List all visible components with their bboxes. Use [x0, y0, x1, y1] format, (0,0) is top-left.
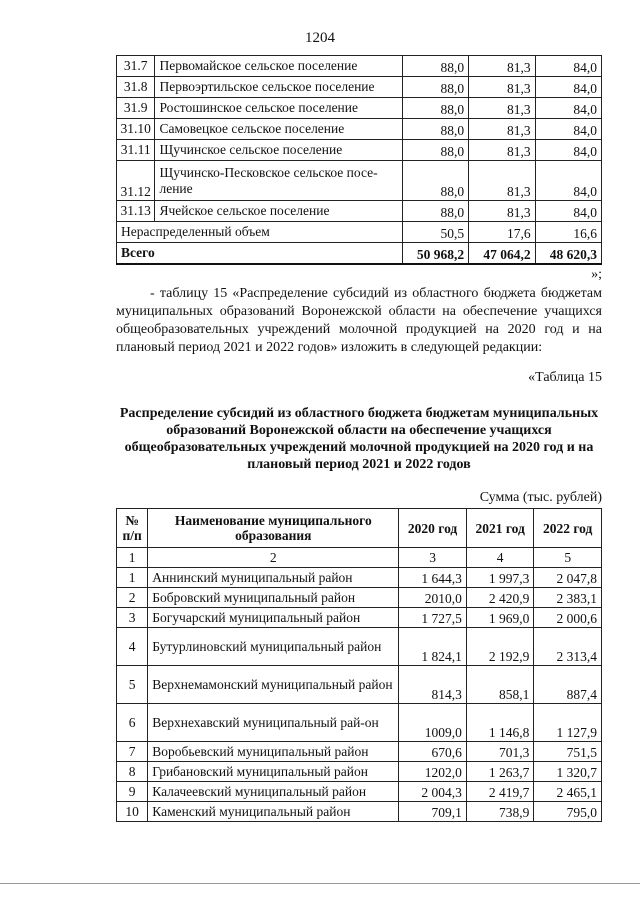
- table-row: [117, 119, 602, 140]
- value-2021: 2 192,9: [466, 628, 534, 666]
- column-number: 2: [148, 548, 399, 568]
- amendment-text: - таблицу 15 «Распределение субсидий из областного бюджета бюджетам муниципальных образований Воронежской области на обеспечение учащихся общеобразовательных учреждений молочной продукцией на 2020 год и на плановый период 2021 и 2022 годов» изложить в следующей редакции:: [116, 286, 602, 355]
- district-name: Богучарский муниципальный район: [148, 608, 399, 628]
- table-row: [117, 568, 602, 588]
- district-name: Калачеевский муниципальный район: [148, 782, 399, 802]
- table-row: [117, 608, 602, 628]
- value-2022: 84,0: [535, 201, 601, 222]
- value-2021: 81,3: [469, 77, 535, 98]
- table-row: [117, 782, 602, 802]
- value-2022: 84,0: [535, 56, 601, 77]
- value-2022: 2 313,4: [534, 628, 602, 666]
- value-2022: 84,0: [535, 119, 601, 140]
- settlement-name: Самовецкое сельское поселение: [155, 119, 402, 140]
- table-row: [117, 56, 602, 77]
- row-number: 2: [117, 588, 148, 608]
- page-number: 1204: [305, 30, 335, 46]
- table-row: [117, 802, 602, 822]
- value-2020: 1202,0: [399, 762, 467, 782]
- undistributed-row: [117, 222, 602, 243]
- district-name: Каменский муниципальный район: [148, 802, 399, 822]
- table-row: [117, 588, 602, 608]
- value-2021: 81,3: [469, 56, 535, 77]
- value-2020: 2 004,3: [399, 782, 467, 802]
- value-2021: 1 146,8: [466, 704, 534, 742]
- value-2020: 814,3: [399, 666, 467, 704]
- row-number: 31.9: [117, 98, 155, 119]
- value-2020: 1 644,3: [399, 568, 467, 588]
- district-name: Воробьевский муниципальный район: [148, 742, 399, 762]
- value-2020: 1009,0: [399, 704, 467, 742]
- row-number: 10: [117, 802, 148, 822]
- value-2020: 709,1: [399, 802, 467, 822]
- settlement-name: Первоэртильское сельское поселение: [155, 77, 402, 98]
- district-name: Бутурлиновский муниципальный район: [148, 628, 399, 666]
- row-number: 9: [117, 782, 148, 802]
- district-name: Бобровский муниципальный район: [148, 588, 399, 608]
- row-number: 31.12: [117, 161, 155, 201]
- district-name: Верхнемамонский муниципальный район: [148, 666, 399, 704]
- value-2020: 88,0: [402, 140, 468, 161]
- value-2022: 2 000,6: [534, 608, 602, 628]
- value-2020: 1 727,5: [399, 608, 467, 628]
- value-2020: 88,0: [402, 98, 468, 119]
- row-number: 7: [117, 742, 148, 762]
- header-2020: 2020 год: [399, 509, 467, 548]
- value-2022: 1 127,9: [534, 704, 602, 742]
- value-2022: 2 465,1: [534, 782, 602, 802]
- table-row: [117, 140, 602, 161]
- table-row: [117, 628, 602, 666]
- value-2020: 50,5: [402, 222, 468, 243]
- value-2022: 751,5: [534, 742, 602, 762]
- footer-divider: [0, 883, 640, 884]
- value-2020: 88,0: [402, 161, 468, 201]
- value-2022: 16,6: [535, 222, 601, 243]
- table-row: [117, 161, 602, 201]
- settlement-name: Ростошинское сельское поселение: [155, 98, 402, 119]
- row-number: 1: [117, 568, 148, 588]
- settlement-name: Ячейское сельское поселение: [155, 201, 402, 222]
- table-row: [117, 666, 602, 704]
- header-2021: 2021 год: [466, 509, 534, 548]
- value-2020: 2010,0: [399, 588, 467, 608]
- value-2020: 88,0: [402, 201, 468, 222]
- table-label: «Таблица 15: [528, 370, 602, 385]
- value-2021: 81,3: [469, 119, 535, 140]
- closing-quote: »;: [591, 267, 602, 282]
- value-2020: 88,0: [402, 119, 468, 140]
- value-2022: 2 047,8: [534, 568, 602, 588]
- district-name: Аннинский муниципальный район: [148, 568, 399, 588]
- value-2020: 50 968,2: [402, 243, 468, 264]
- value-2020: 1 824,1: [399, 628, 467, 666]
- value-2022: 48 620,3: [535, 243, 601, 264]
- row-number: 31.10: [117, 119, 155, 140]
- row-number: 5: [117, 666, 148, 704]
- value-2021: 2 420,9: [466, 588, 534, 608]
- table-row: [117, 201, 602, 222]
- value-2022: 84,0: [535, 161, 601, 201]
- value-2021: 1 263,7: [466, 762, 534, 782]
- row-number: 31.7: [117, 56, 155, 77]
- district-name: Верхнехавский муниципальный рай-он: [148, 704, 399, 742]
- table-row: [117, 98, 602, 119]
- total-label: Всего: [117, 243, 403, 264]
- value-2021: 81,3: [469, 161, 535, 201]
- value-2022: 84,0: [535, 98, 601, 119]
- column-number: 1: [117, 548, 148, 568]
- table-row: [117, 762, 602, 782]
- undistributed-label: Нераспределенный объем: [117, 222, 403, 243]
- table-row: [117, 704, 602, 742]
- value-2020: 88,0: [402, 56, 468, 77]
- value-2022: 84,0: [535, 140, 601, 161]
- row-number: 6: [117, 704, 148, 742]
- row-number: 31.11: [117, 140, 155, 161]
- previous-table: [116, 55, 602, 265]
- table-row: [117, 77, 602, 98]
- settlement-name: Щучинско-Песковское сельское посе-ление: [155, 161, 402, 201]
- column-numbers-row: [117, 548, 602, 568]
- subsidy-table: [116, 508, 602, 822]
- value-2021: 858,1: [466, 666, 534, 704]
- value-2022: 795,0: [534, 802, 602, 822]
- district-name: Грибановский муниципальный район: [148, 762, 399, 782]
- value-2021: 2 419,7: [466, 782, 534, 802]
- value-2021: 81,3: [469, 98, 535, 119]
- value-2021: 701,3: [466, 742, 534, 762]
- settlement-name: Щучинское сельское поселение: [155, 140, 402, 161]
- table-title: Распределение субсидий из областного бюджета бюджетам муниципальных образований Воронежской области на обеспечение учащихся общеобразовательных учреждений молочной продукцией на 2020 год и на плановый период 2021 и 2022 годов: [119, 406, 599, 472]
- value-2020: 88,0: [402, 77, 468, 98]
- value-2022: 84,0: [535, 77, 601, 98]
- header-number: № п/п: [117, 509, 148, 548]
- column-number: 4: [466, 548, 534, 568]
- value-2021: 81,3: [469, 140, 535, 161]
- column-number: 3: [399, 548, 467, 568]
- header-row: [117, 509, 602, 548]
- value-2021: 17,6: [469, 222, 535, 243]
- value-2022: 2 383,1: [534, 588, 602, 608]
- value-2021: 81,3: [469, 201, 535, 222]
- settlement-name: Первомайское сельское поселение: [155, 56, 402, 77]
- row-number: 31.8: [117, 77, 155, 98]
- value-2021: 1 997,3: [466, 568, 534, 588]
- units-label: Сумма (тыс. рублей): [479, 490, 602, 505]
- row-number: 8: [117, 762, 148, 782]
- value-2020: 670,6: [399, 742, 467, 762]
- row-number: 3: [117, 608, 148, 628]
- row-number: 4: [117, 628, 148, 666]
- header-name: Наименование муниципального образования: [148, 509, 399, 548]
- total-row: [117, 243, 602, 264]
- table-row: [117, 742, 602, 762]
- header-2022: 2022 год: [534, 509, 602, 548]
- amendment-paragraph: [116, 285, 602, 357]
- value-2021: 1 969,0: [466, 608, 534, 628]
- value-2021: 738,9: [466, 802, 534, 822]
- column-number: 5: [534, 548, 602, 568]
- value-2022: 887,4: [534, 666, 602, 704]
- value-2022: 1 320,7: [534, 762, 602, 782]
- value-2021: 47 064,2: [469, 243, 535, 264]
- row-number: 31.13: [117, 201, 155, 222]
